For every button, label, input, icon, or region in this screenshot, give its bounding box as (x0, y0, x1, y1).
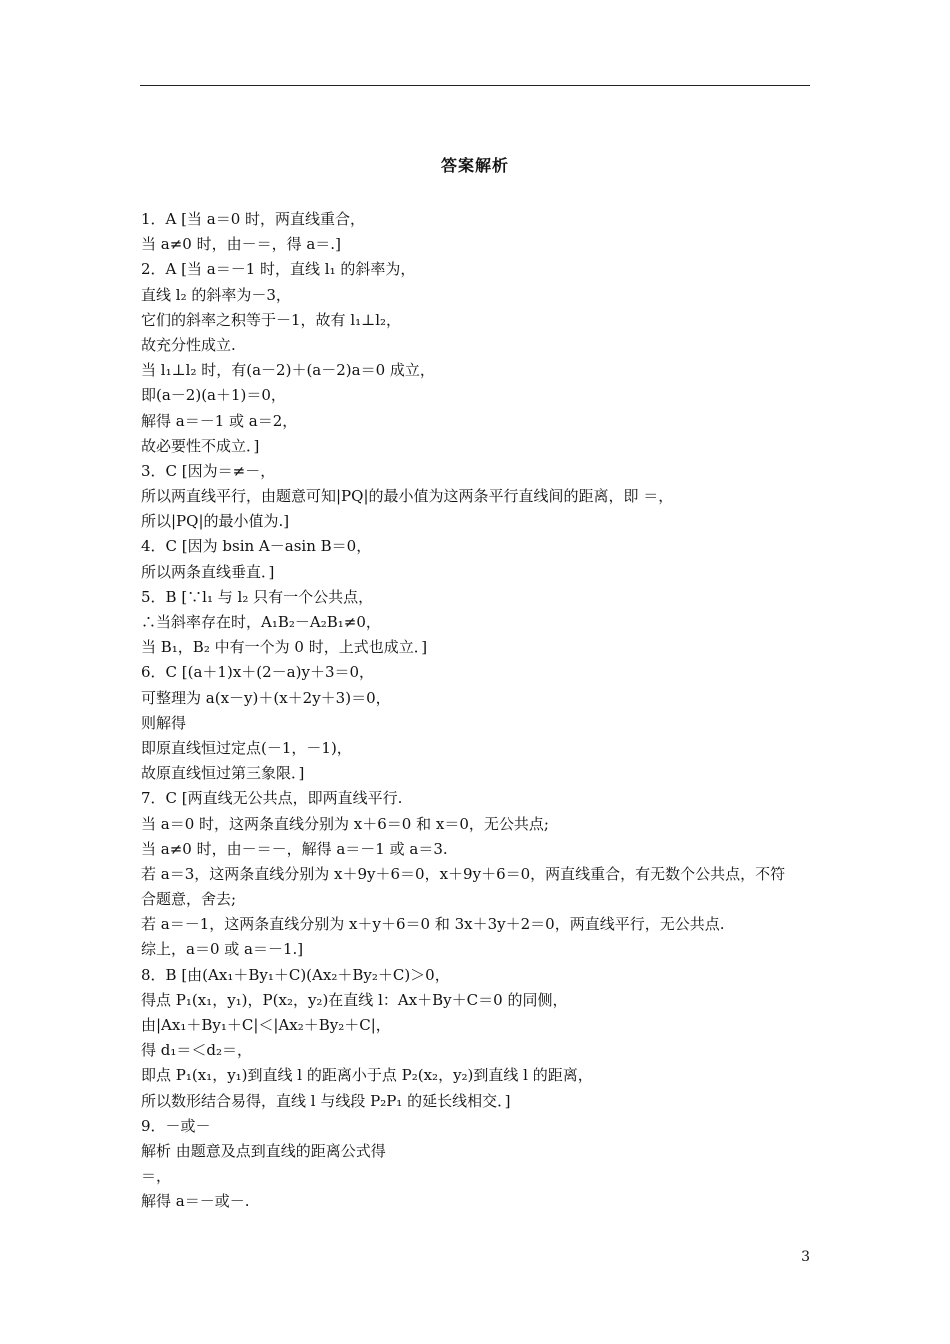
text-line: 由|Ax₁＋By₁＋C|＜|Ax₂＋By₂＋C|， (141, 1016, 391, 1034)
text-line: 故原直线恒过第三象限．] (141, 764, 305, 783)
text-line: 6．C [(a＋1)x＋(2－a)y＋3＝0， (141, 663, 375, 682)
text-line: 所以|PQ|的最小值为.] (141, 512, 290, 531)
text-line: 当 a＝0 时，这两条直线分别为 x＋6＝0 和 x＝0，无公共点; (141, 814, 549, 833)
text-line: ∴当斜率存在时，A₁B₂－A₂B₁≠0， (141, 613, 381, 631)
text-line: 所以数形结合易得，直线 l 与线段 P₂P₁ 的延长线相交．] (141, 1091, 511, 1110)
text-line: 得点 P₁(x₁，y₁)，P(x₂，y₂)在直线 l：Ax＋By＋C＝0 的同侧， (141, 990, 568, 1009)
text-line: 所以两直线平行，由题意可知|PQ|的最小值为这两条平行直线间的距离，即 ＝， (141, 487, 674, 506)
text-line: 它们的斜率之积等于－1，故有 l₁⊥l₂， (141, 310, 402, 329)
text-line: 则解得 (141, 713, 187, 732)
text-line: 解析 由题意及点到直线的距离公式得 (141, 1141, 386, 1160)
text-line: 综上，a＝0 或 a＝－1.] (141, 940, 304, 959)
page-number: 3 (801, 1249, 810, 1265)
text-line: 当 l₁⊥l₂ 时，有(a－2)＋(a－2)a＝0 成立， (141, 361, 435, 380)
text-line: 若 a＝3，这两条直线分别为 x＋9y＋6＝0，x＋9y＋6＝0，两直线重合，有无数个公共点，不符 (141, 864, 786, 883)
text-line: 1．A [当 a＝0 时，两直线重合， (141, 210, 366, 228)
text-line: 可整理为 a(x－y)＋(x＋2y＋3)＝0， (141, 688, 391, 707)
text-line: 9．－或－ (141, 1116, 211, 1135)
text-line: 当 a≠0 时，由－＝－，解得 a＝－1 或 a＝3. (141, 839, 448, 858)
text-line: 得 d₁＝＜d₂＝， (141, 1041, 252, 1060)
text-line: 即原直线恒过定点(－1，－1)， (141, 738, 352, 757)
text-line: 即(a－2)(a＋1)＝0， (141, 386, 286, 405)
text-line: 2．A [当 a＝－1 时，直线 l₁ 的斜率为， (141, 260, 416, 279)
text-line: 5．B [∵l₁ 与 l₂ 只有一个公共点， (141, 587, 374, 606)
text-line: 即点 P₁(x₁，y₁)到直线 l 的距离小于点 P₂(x₂，y₂)到直线 l 的距离， (141, 1066, 593, 1085)
text-line: 3．C [因为＝≠－， (141, 461, 276, 480)
text-line: 4．C [因为 bsin A－asin B＝0， (141, 537, 372, 556)
text-line: 8．B [由(Ax₁＋By₁＋C)(Ax₂＋By₂＋C)＞0， (141, 965, 450, 984)
text-line: 故充分性成立. (141, 335, 236, 354)
text-line: 当 B₁，B₂ 中有一个为 0 时，上式也成立．] (141, 638, 428, 657)
text-line: 当 a≠0 时，由－＝，得 a＝.] (141, 235, 341, 254)
text-line: 故必要性不成立．] (141, 436, 260, 455)
answer-body (141, 207, 813, 1215)
text-line: 7．C [两直线无公共点，即两直线平行. (141, 789, 403, 808)
text-line: ＝， (141, 1167, 172, 1186)
header-rule (140, 85, 810, 86)
text-line: 所以两条直线垂直．] (141, 562, 275, 581)
page-title: 答案解析 (440, 156, 509, 175)
text-line: 合题意，舍去; (141, 890, 237, 909)
text-line: 若 a＝－1，这两条直线分别为 x＋y＋6＝0 和 3x＋3y＋2＝0，两直线平行，无公共点. (141, 915, 725, 934)
text-line: 解得 a＝－1 或 a＝2， (141, 411, 298, 430)
text-line: 解得 a＝－或－. (141, 1192, 250, 1211)
text-line: 直线 l₂ 的斜率为－3， (141, 285, 291, 304)
